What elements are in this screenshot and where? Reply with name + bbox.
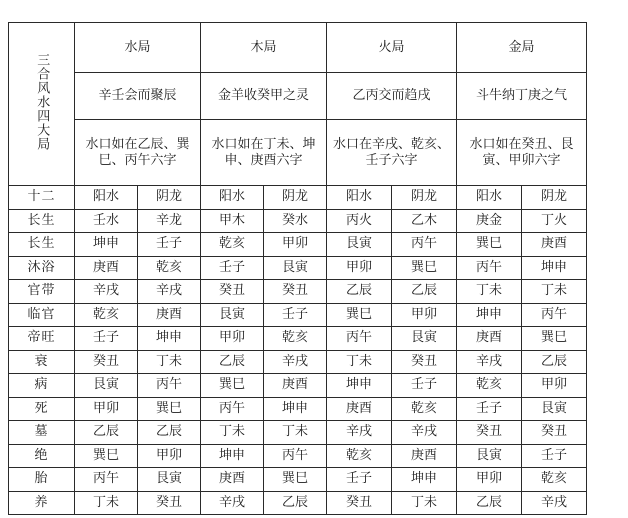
stage-label: 沐浴 (9, 256, 75, 280)
table-cell: 坤申 (75, 233, 138, 257)
table-cell: 癸丑 (75, 350, 138, 374)
table-cell: 庚酉 (327, 397, 392, 421)
table-cell: 乙辰 (522, 350, 587, 374)
table-cell: 艮寅 (522, 397, 587, 421)
sub-header-row (9, 186, 587, 210)
table-cell: 辛戌 (522, 491, 587, 515)
table-cell: 丙午 (392, 233, 457, 257)
sub-header-cell: 阴龙 (392, 186, 457, 210)
header-row-ju (9, 23, 587, 73)
table-cell: 坤申 (392, 468, 457, 492)
ju-name-fire: 火局 (327, 23, 457, 73)
table-cell: 壬子 (457, 397, 522, 421)
stage-label: 官带 (9, 280, 75, 304)
table-cell: 癸丑 (201, 280, 264, 304)
table-cell: 辛戌 (327, 421, 392, 445)
table-cell: 坤申 (201, 444, 264, 468)
table-cell: 坤申 (264, 397, 327, 421)
feng-shui-table (8, 22, 587, 515)
sub-header-cell: 阳水 (327, 186, 392, 210)
table-cell: 甲卯 (75, 397, 138, 421)
table-cell: 辛戌 (138, 280, 201, 304)
table-cell: 壬子 (264, 303, 327, 327)
table-cell: 艮寅 (457, 444, 522, 468)
table-cell: 癸丑 (327, 491, 392, 515)
table-cell: 壬水 (75, 209, 138, 233)
table-cell: 庚酉 (138, 303, 201, 327)
table-cell: 丙午 (138, 374, 201, 398)
table-cell: 丙午 (201, 397, 264, 421)
table-cell: 壬子 (522, 444, 587, 468)
ju-name-wood: 木局 (201, 23, 327, 73)
side-title-cell (9, 23, 75, 186)
table-cell: 乙辰 (264, 491, 327, 515)
table-cell: 辛戌 (264, 350, 327, 374)
table-cell: 癸丑 (522, 421, 587, 445)
side-title: 三合风水四大局 (34, 52, 50, 151)
table-cell: 丁未 (457, 280, 522, 304)
table-cell: 甲卯 (264, 233, 327, 257)
table-cell: 乾亥 (522, 468, 587, 492)
table-cell: 丁火 (522, 209, 587, 233)
table-cell: 丙午 (75, 468, 138, 492)
table-cell: 巽巳 (457, 233, 522, 257)
stage-label: 衰 (9, 350, 75, 374)
table-cell: 辛戌 (201, 491, 264, 515)
table-row (9, 468, 587, 492)
table-cell: 乾亥 (138, 256, 201, 280)
table-row (9, 233, 587, 257)
water-mouth-wood: 水口如在丁未、坤申、庚酉六字 (201, 120, 327, 186)
table-cell: 丙午 (457, 256, 522, 280)
water-mouth-fire: 水口在辛戌、乾亥、壬子六字 (327, 120, 457, 186)
sub-header-cell: 阳水 (75, 186, 138, 210)
stage-label: 绝 (9, 444, 75, 468)
table-cell: 坤申 (522, 256, 587, 280)
water-mouth-metal: 水口如在癸丑、艮寅、甲卯六字 (457, 120, 587, 186)
table-cell: 庚酉 (201, 468, 264, 492)
table-cell: 丁未 (392, 491, 457, 515)
verse-fire: 乙丙交而趋戌 (327, 73, 457, 120)
stage-label: 长生 (9, 209, 75, 233)
table-cell: 乾亥 (457, 374, 522, 398)
stage-label: 帝旺 (9, 327, 75, 351)
table-row (9, 444, 587, 468)
verse-wood: 金羊收癸甲之灵 (201, 73, 327, 120)
table-cell: 巽巳 (138, 397, 201, 421)
table-cell: 艮寅 (264, 256, 327, 280)
table-cell: 甲卯 (327, 256, 392, 280)
table-cell: 辛龙 (138, 209, 201, 233)
table-cell: 癸丑 (457, 421, 522, 445)
table-cell: 丁未 (522, 280, 587, 304)
table-cell: 庚酉 (264, 374, 327, 398)
table-row (9, 209, 587, 233)
table-row (9, 256, 587, 280)
table-cell: 辛戌 (75, 280, 138, 304)
table-cell: 癸丑 (138, 491, 201, 515)
table-cell: 乾亥 (264, 327, 327, 351)
table-cell: 辛戌 (392, 421, 457, 445)
sub-header-cell: 阴龙 (264, 186, 327, 210)
table-cell: 坤申 (138, 327, 201, 351)
table-row (9, 303, 587, 327)
table-cell: 巽巳 (327, 303, 392, 327)
table-cell: 乾亥 (201, 233, 264, 257)
table-cell: 乙辰 (75, 421, 138, 445)
table-cell: 癸水 (264, 209, 327, 233)
table-cell: 艮寅 (138, 468, 201, 492)
stage-label: 临官 (9, 303, 75, 327)
water-mouth-water: 水口如在乙辰、巽巳、丙午六字 (75, 120, 201, 186)
stage-label: 病 (9, 374, 75, 398)
table-cell: 丁未 (264, 421, 327, 445)
header-row-verse (9, 73, 587, 120)
table-cell: 乾亥 (327, 444, 392, 468)
table-cell: 乙辰 (327, 280, 392, 304)
table-cell: 甲卯 (457, 468, 522, 492)
table-cell: 艮寅 (392, 327, 457, 351)
table-cell: 巽巳 (522, 327, 587, 351)
stage-label: 死 (9, 397, 75, 421)
table-cell: 庚金 (457, 209, 522, 233)
table-cell: 巽巳 (75, 444, 138, 468)
table-cell: 丙午 (522, 303, 587, 327)
table-cell: 坤申 (327, 374, 392, 398)
table-cell: 丁未 (201, 421, 264, 445)
table-row (9, 374, 587, 398)
table-cell: 壬子 (201, 256, 264, 280)
table-cell: 艮寅 (201, 303, 264, 327)
table-cell: 壬子 (327, 468, 392, 492)
table-row (9, 350, 587, 374)
table-cell: 巽巳 (201, 374, 264, 398)
table-cell: 丁未 (327, 350, 392, 374)
table-cell: 甲卯 (201, 327, 264, 351)
table-cell: 乙木 (392, 209, 457, 233)
table-cell: 癸丑 (264, 280, 327, 304)
table-cell: 甲卯 (392, 303, 457, 327)
table-cell: 丙午 (264, 444, 327, 468)
table-cell: 艮寅 (75, 374, 138, 398)
table-cell: 辛戌 (457, 350, 522, 374)
table-cell: 甲卯 (522, 374, 587, 398)
twelve-stages-label: 十二 (9, 186, 75, 210)
table-cell: 丙午 (327, 327, 392, 351)
table-cell: 乙辰 (392, 280, 457, 304)
verse-water: 辛壬会而聚辰 (75, 73, 201, 120)
table-cell: 乾亥 (75, 303, 138, 327)
stage-label: 养 (9, 491, 75, 515)
table-cell: 乙辰 (201, 350, 264, 374)
table-cell: 丙火 (327, 209, 392, 233)
table-cell: 甲卯 (138, 444, 201, 468)
table-row (9, 421, 587, 445)
stage-label: 长生 (9, 233, 75, 257)
table-cell: 艮寅 (327, 233, 392, 257)
ju-name-water: 水局 (75, 23, 201, 73)
table-cell: 庚酉 (392, 444, 457, 468)
sub-header-cell: 阳水 (457, 186, 522, 210)
ju-name-metal: 金局 (457, 23, 587, 73)
table-cell: 坤申 (457, 303, 522, 327)
table-cell: 丁未 (75, 491, 138, 515)
table-cell: 壬子 (138, 233, 201, 257)
header-row-water-mouth (9, 120, 587, 186)
stage-label: 墓 (9, 421, 75, 445)
table-cell: 甲木 (201, 209, 264, 233)
table-cell: 巽巳 (392, 256, 457, 280)
sub-header-cell: 阳水 (201, 186, 264, 210)
table-row (9, 280, 587, 304)
table-cell: 庚酉 (75, 256, 138, 280)
table-row (9, 491, 587, 515)
verse-metal: 斗牛纳丁庚之气 (457, 73, 587, 120)
table-cell: 壬子 (392, 374, 457, 398)
table-cell: 壬子 (75, 327, 138, 351)
table-cell: 巽巳 (264, 468, 327, 492)
table-cell: 乾亥 (392, 397, 457, 421)
table-cell: 丁未 (138, 350, 201, 374)
sub-header-cell: 阴龙 (522, 186, 587, 210)
table-cell: 乙辰 (138, 421, 201, 445)
table-cell: 乙辰 (457, 491, 522, 515)
table-cell: 癸丑 (392, 350, 457, 374)
sub-header-cell: 阴龙 (138, 186, 201, 210)
table-cell: 庚酉 (522, 233, 587, 257)
table-row (9, 327, 587, 351)
table-cell: 庚酉 (457, 327, 522, 351)
stage-label: 胎 (9, 468, 75, 492)
table-row (9, 397, 587, 421)
stage-rows (9, 209, 587, 515)
